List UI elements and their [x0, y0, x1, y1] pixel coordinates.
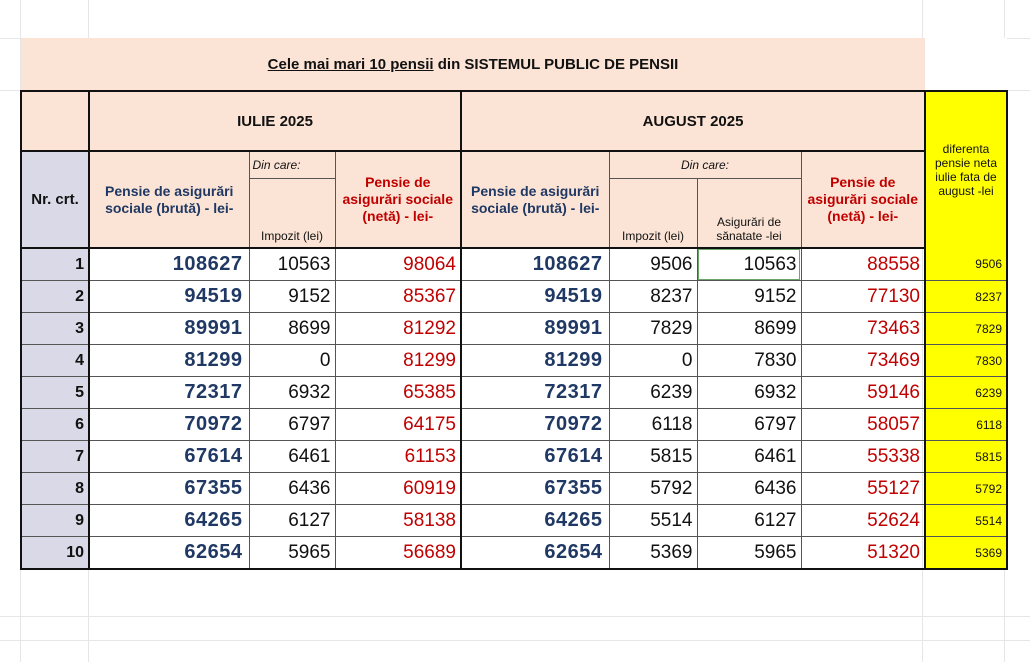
table-row: [21, 473, 1007, 505]
iulie-gross-cell[interactable]: 64265: [89, 505, 249, 537]
iulie-gross-cell[interactable]: 72317: [89, 377, 249, 409]
din-care-iulie[interactable]: Din care:: [249, 151, 335, 179]
august-health-cell[interactable]: 5965: [697, 537, 801, 570]
iulie-tax-cell[interactable]: 5965: [249, 537, 335, 570]
difference-cell[interactable]: 8237: [925, 281, 1007, 313]
table-row: [21, 313, 1007, 345]
difference-cell[interactable]: 6118: [925, 409, 1007, 441]
din-care-august[interactable]: Din care:: [609, 151, 801, 179]
august-tax-cell[interactable]: 7829: [609, 313, 697, 345]
iulie-net-cell[interactable]: 60919: [335, 473, 461, 505]
august-gross-cell[interactable]: 72317: [461, 377, 609, 409]
august-gross-cell[interactable]: 81299: [461, 345, 609, 377]
iulie-tax-cell[interactable]: 6461: [249, 441, 335, 473]
iulie-gross-cell[interactable]: 108627: [89, 248, 249, 281]
august-net-cell[interactable]: 51320: [801, 537, 925, 570]
august-tax-cell[interactable]: 6118: [609, 409, 697, 441]
iulie-tax-cell[interactable]: 6932: [249, 377, 335, 409]
table-row: [21, 409, 1007, 441]
gross-august-header[interactable]: Pensie de asigurări sociale (brută) - lei-: [461, 151, 609, 248]
august-health-cell[interactable]: 6932: [697, 377, 801, 409]
month-iulie[interactable]: IULIE 2025: [89, 91, 461, 151]
august-tax-cell[interactable]: 5514: [609, 505, 697, 537]
row-number[interactable]: 1: [21, 248, 89, 281]
diff-header[interactable]: diferenta pensie neta iulie fata de august -lei: [925, 91, 1007, 248]
impozit-iulie-header[interactable]: Impozit (lei): [249, 179, 335, 249]
difference-cell[interactable]: 5815: [925, 441, 1007, 473]
iulie-gross-cell[interactable]: 70972: [89, 409, 249, 441]
august-gross-cell[interactable]: 67614: [461, 441, 609, 473]
iulie-tax-cell[interactable]: 0: [249, 345, 335, 377]
row-number[interactable]: 7: [21, 441, 89, 473]
august-tax-cell[interactable]: 6239: [609, 377, 697, 409]
august-tax-cell[interactable]: 5792: [609, 473, 697, 505]
iulie-net-cell[interactable]: 81299: [335, 345, 461, 377]
iulie-net-cell[interactable]: 56689: [335, 537, 461, 570]
iulie-gross-cell[interactable]: 81299: [89, 345, 249, 377]
difference-cell[interactable]: 5369: [925, 537, 1007, 570]
title-row: [21, 38, 1007, 91]
iulie-gross-cell[interactable]: 94519: [89, 281, 249, 313]
table-row: [21, 505, 1007, 537]
impozit-august-header[interactable]: Impozit (lei): [609, 179, 697, 249]
august-health-cell[interactable]: 10563: [697, 248, 801, 281]
difference-cell[interactable]: 7829: [925, 313, 1007, 345]
august-health-cell[interactable]: 6797: [697, 409, 801, 441]
august-tax-cell[interactable]: 5369: [609, 537, 697, 570]
august-health-cell[interactable]: 9152: [697, 281, 801, 313]
august-net-cell[interactable]: 88558: [801, 248, 925, 281]
table-row: [21, 345, 1007, 377]
row-number[interactable]: 9: [21, 505, 89, 537]
table-body: [21, 248, 1007, 569]
august-net-cell[interactable]: 77130: [801, 281, 925, 313]
difference-cell[interactable]: 5792: [925, 473, 1007, 505]
iulie-tax-cell[interactable]: 8699: [249, 313, 335, 345]
august-health-cell[interactable]: 6127: [697, 505, 801, 537]
iulie-net-cell[interactable]: 81292: [335, 313, 461, 345]
august-gross-cell[interactable]: 62654: [461, 537, 609, 570]
august-gross-cell[interactable]: 94519: [461, 281, 609, 313]
august-net-cell[interactable]: 73469: [801, 345, 925, 377]
iulie-gross-cell[interactable]: 62654: [89, 537, 249, 570]
iulie-tax-cell[interactable]: 6436: [249, 473, 335, 505]
iulie-tax-cell[interactable]: 10563: [249, 248, 335, 281]
august-health-cell[interactable]: 7830: [697, 345, 801, 377]
table-title[interactable]: [21, 38, 925, 91]
table-row: [21, 537, 1007, 570]
net-august-header[interactable]: Pensie de asigurări sociale (netă) - lei-: [801, 151, 925, 248]
sanatate-august-header[interactable]: Asigurări de sănatate -lei: [697, 179, 801, 249]
column-header-row: [21, 151, 1007, 179]
difference-cell[interactable]: 9506: [925, 248, 1007, 281]
august-tax-cell[interactable]: 5815: [609, 441, 697, 473]
august-gross-cell[interactable]: 70972: [461, 409, 609, 441]
table-row: [21, 281, 1007, 313]
net-iulie-header[interactable]: Pensie de asigurări sociale (netă) - lei-: [335, 151, 461, 248]
spreadsheet: [20, 38, 1008, 570]
iulie-net-cell[interactable]: 58138: [335, 505, 461, 537]
august-net-cell[interactable]: 55338: [801, 441, 925, 473]
august-tax-cell[interactable]: 9506: [609, 248, 697, 281]
title-rest: din SISTEMUL PUBLIC DE PENSII: [433, 55, 679, 73]
iulie-gross-cell[interactable]: 89991: [89, 313, 249, 345]
august-net-cell[interactable]: 58057: [801, 409, 925, 441]
iulie-tax-cell[interactable]: 6127: [249, 505, 335, 537]
pension-table: [20, 38, 1008, 570]
row-number[interactable]: 8: [21, 473, 89, 505]
table-row: [21, 377, 1007, 409]
iulie-tax-cell[interactable]: 9152: [249, 281, 335, 313]
august-tax-cell[interactable]: 0: [609, 345, 697, 377]
iulie-net-cell[interactable]: 61153: [335, 441, 461, 473]
iulie-gross-cell[interactable]: 67355: [89, 473, 249, 505]
iulie-gross-cell[interactable]: 67614: [89, 441, 249, 473]
iulie-net-cell[interactable]: 98064: [335, 248, 461, 281]
august-health-cell[interactable]: 6461: [697, 441, 801, 473]
august-gross-cell[interactable]: 67355: [461, 473, 609, 505]
iulie-tax-cell[interactable]: 6797: [249, 409, 335, 441]
iulie-net-cell[interactable]: 65385: [335, 377, 461, 409]
difference-cell[interactable]: 7830: [925, 345, 1007, 377]
august-net-cell[interactable]: 73463: [801, 313, 925, 345]
month-header-row: [21, 91, 1007, 151]
august-health-cell[interactable]: 6436: [697, 473, 801, 505]
august-tax-cell[interactable]: 8237: [609, 281, 697, 313]
title-underlined: Cele mai mari 10 pensii: [267, 55, 434, 73]
august-gross-cell[interactable]: 64265: [461, 505, 609, 537]
difference-cell[interactable]: 5514: [925, 505, 1007, 537]
iulie-net-cell[interactable]: 85367: [335, 281, 461, 313]
empty-cell[interactable]: [925, 38, 1007, 91]
row-number[interactable]: 4: [21, 345, 89, 377]
august-net-cell[interactable]: 59146: [801, 377, 925, 409]
nr-header[interactable]: Nr. crt.: [21, 151, 89, 248]
table-row: [21, 248, 1007, 281]
row-number[interactable]: 6: [21, 409, 89, 441]
row-number[interactable]: 3: [21, 313, 89, 345]
corner-cell[interactable]: [21, 91, 89, 151]
table-row: [21, 441, 1007, 473]
row-number[interactable]: 2: [21, 281, 89, 313]
august-net-cell[interactable]: 55127: [801, 473, 925, 505]
august-gross-cell[interactable]: 89991: [461, 313, 609, 345]
gross-iulie-header[interactable]: Pensie de asigurări sociale (brută) - lei-: [89, 151, 249, 248]
row-number[interactable]: 5: [21, 377, 89, 409]
row-number[interactable]: 10: [21, 537, 89, 570]
month-august[interactable]: AUGUST 2025: [461, 91, 925, 151]
august-health-cell[interactable]: 8699: [697, 313, 801, 345]
difference-cell[interactable]: 6239: [925, 377, 1007, 409]
august-net-cell[interactable]: 52624: [801, 505, 925, 537]
august-gross-cell[interactable]: 108627: [461, 248, 609, 281]
iulie-net-cell[interactable]: 64175: [335, 409, 461, 441]
